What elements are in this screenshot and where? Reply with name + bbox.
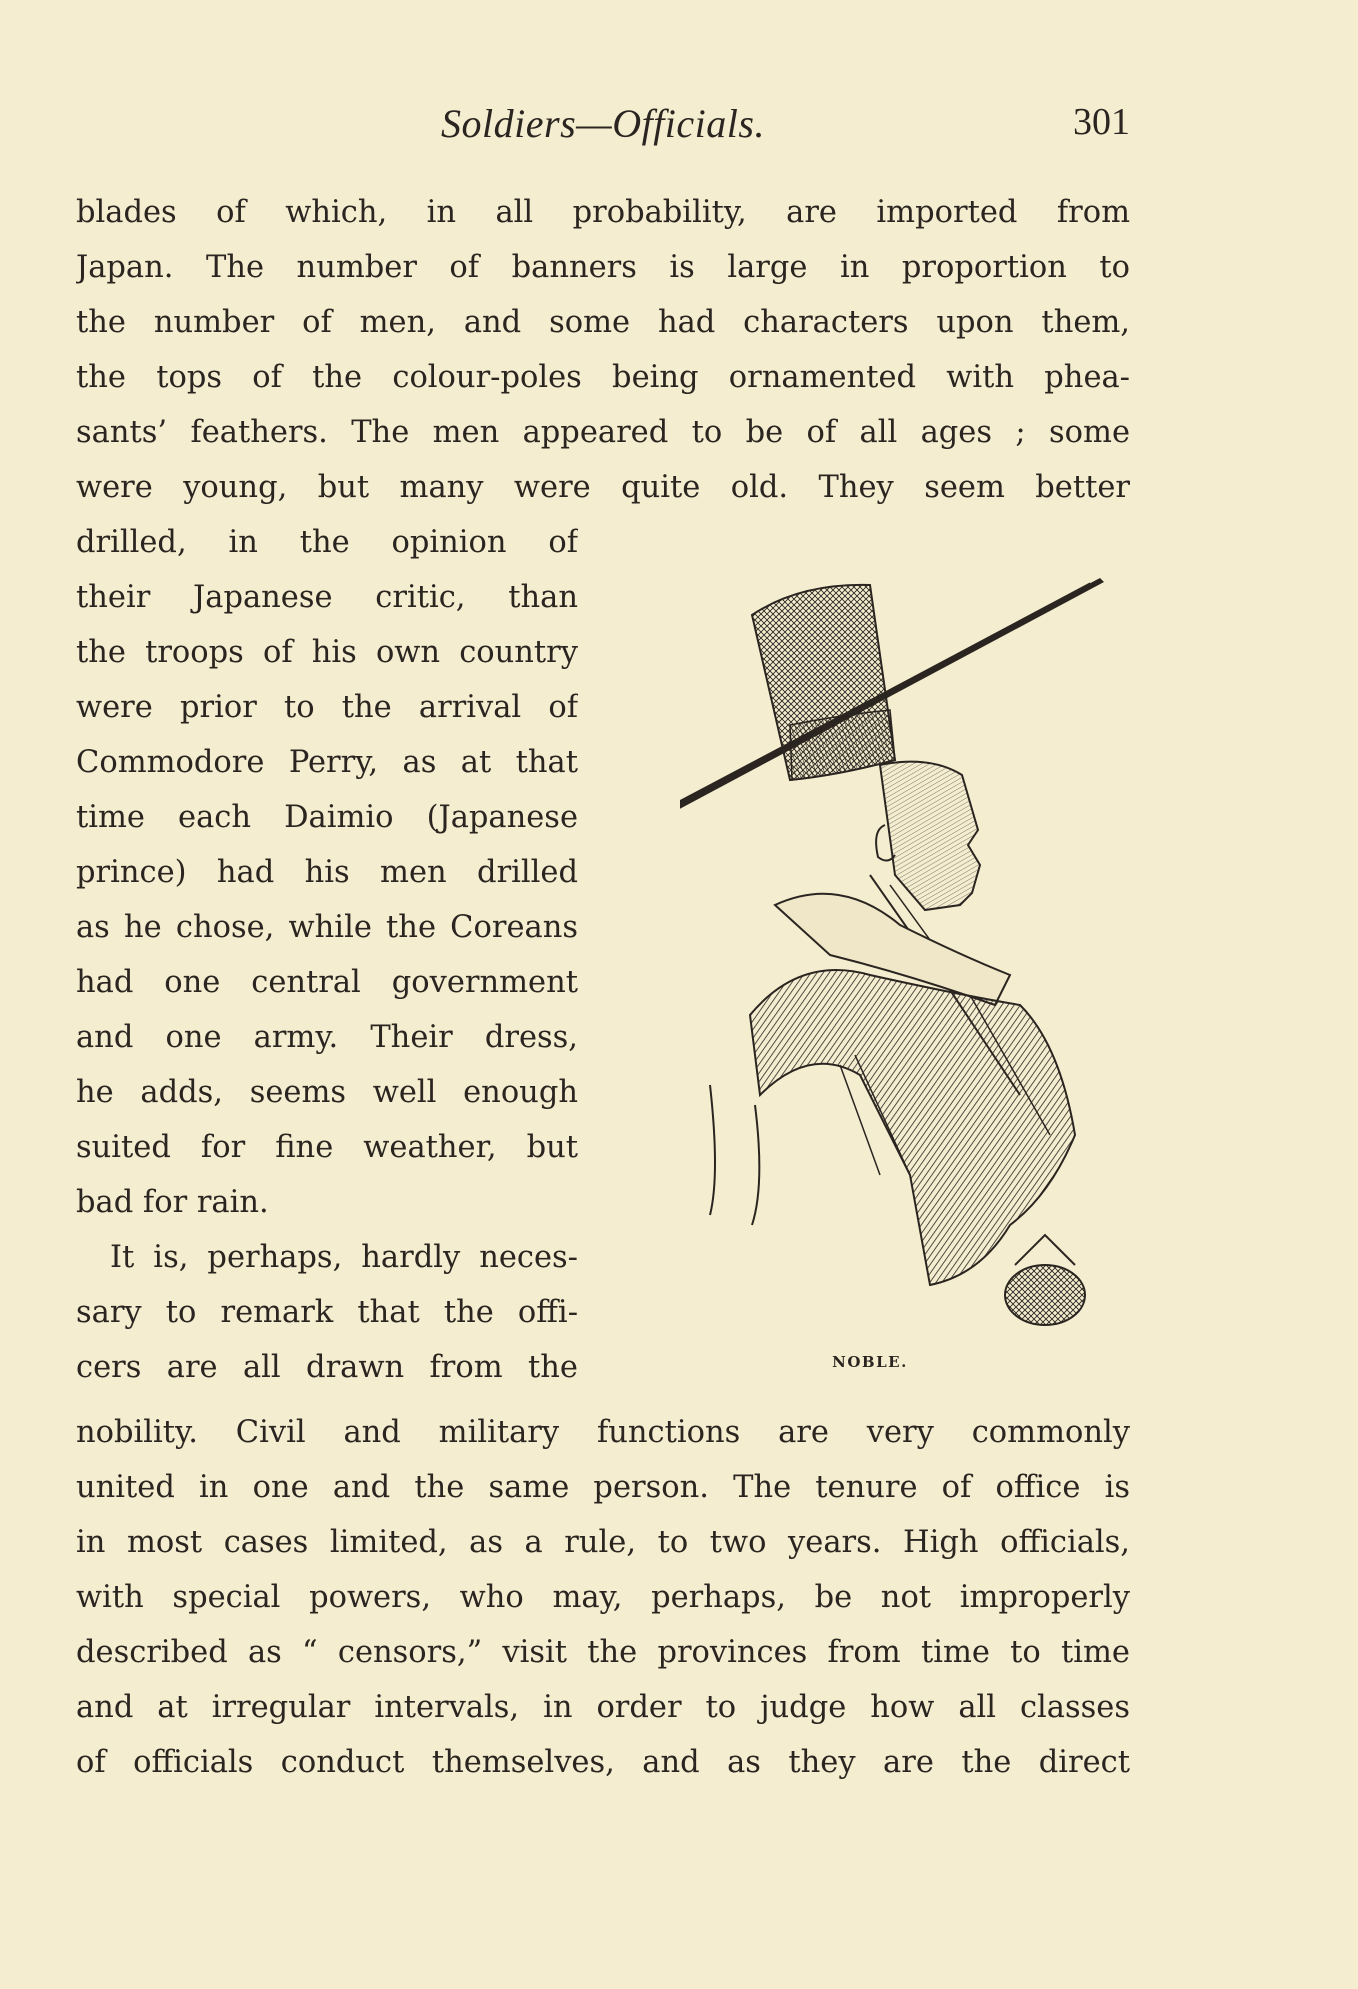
page-number: 301 xyxy=(1073,101,1130,143)
text-line: in most cases limited, as a rule, to two years. High officials, xyxy=(76,1525,1130,1560)
text-line: suited for fine weather, but xyxy=(76,1130,578,1165)
running-title: Soldiers—Officials. xyxy=(441,101,765,146)
text-line: Japan. The number of banners is large in proportion to xyxy=(76,250,1130,285)
text-line: were prior to the arrival of xyxy=(76,690,578,725)
text-line: the tops of the colour-poles being ornamented with phea- xyxy=(76,360,1130,395)
text-line: sary to remark that the offi- xyxy=(76,1295,578,1330)
text-line: the number of men, and some had characters upon them, xyxy=(76,305,1130,340)
text-line: It is, perhaps, hardly neces- xyxy=(110,1240,578,1275)
text-line: described as “ censors,” visit the provinces from time to time xyxy=(76,1635,1130,1670)
text-line: nobility. Civil and military functions are very commonly xyxy=(76,1415,1130,1450)
text-line: the troops of his own country xyxy=(76,635,578,670)
running-head xyxy=(76,100,1130,150)
text-line: and at irregular intervals, in order to judge how all classes xyxy=(76,1690,1130,1725)
text-line: as he chose, while the Coreans xyxy=(76,910,578,945)
text-line: were young, but many were quite old. They seem better xyxy=(76,470,1130,505)
text-line: drilled, in the opinion of xyxy=(76,525,578,560)
text-line: and one army. Their dress, xyxy=(76,1020,578,1055)
text-line: sants’ feathers. The men appeared to be of all ages ; some xyxy=(76,415,1130,450)
text-line: with special powers, who may, perhaps, be not improperly xyxy=(76,1580,1130,1615)
figure-caption: NOBLE. xyxy=(832,1353,908,1371)
noble-engraving xyxy=(680,575,1120,1345)
text-line: their Japanese critic, than xyxy=(76,580,578,615)
noble-illustration xyxy=(680,575,1120,1345)
text-line: had one central government xyxy=(76,965,578,1000)
text-line: time each Daimio (Japanese xyxy=(76,800,578,835)
text-line: bad for rain. xyxy=(76,1185,269,1220)
text-line: cers are all drawn from the xyxy=(76,1350,578,1385)
text-line: of officials conduct themselves, and as they are the direct xyxy=(76,1745,1130,1780)
text-line: united in one and the same person. The tenure of office is xyxy=(76,1470,1130,1505)
text-line: Commodore Perry, as at that xyxy=(76,745,578,780)
text-line: prince) had his men drilled xyxy=(76,855,578,890)
text-line: blades of which, in all probability, are imported from xyxy=(76,195,1130,230)
text-line: he adds, seems well enough xyxy=(76,1075,578,1110)
